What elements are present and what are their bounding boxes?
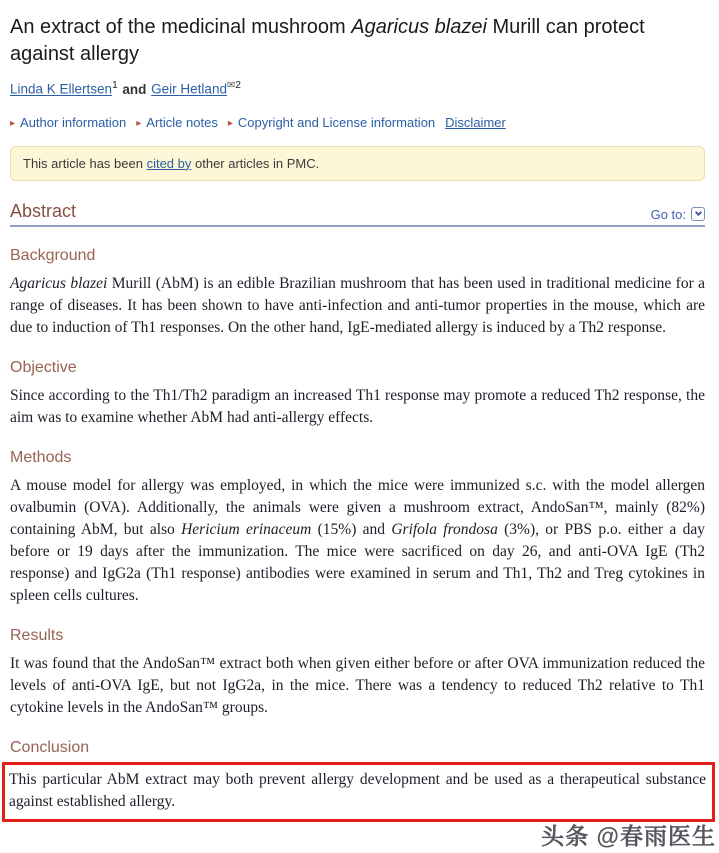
toggle-arrow-icon: ▸ (227, 117, 233, 129)
abstract-heading: Abstract (10, 200, 77, 221)
paragraph-text: A mouse model for allergy was employed, in which the mice were immunized s.c. with the model allergen ovalbumin (OVA). Additionally, the animals were given a mushroom extract, AndoSan™, mainly (82%) containing AbM, but also (10, 476, 705, 538)
paragraph-text: It was found that the AndoSan™ extract both when given either before or after OVA immunization reduced the levels of anti-OVA IgE, but not IgG2a, in the mice. There was a tendency to reduced Th2 relative to Th1 cytokine levels in the AndoSan™ groups. (10, 654, 705, 716)
section-heading-results: Results (10, 626, 64, 644)
section-heading-objective: Objective (10, 358, 77, 376)
title-species-italic: Agaricus blazei (351, 16, 487, 38)
article-link-item (10, 115, 126, 130)
paragraph-text: This particular AbM extract may both prevent allergy development and be used as a therapeutical substance against established allergy. (9, 770, 706, 810)
title-text: An extract of the medicinal mushroom (10, 16, 352, 38)
section-paragraph-background (10, 273, 705, 339)
cited-by-link[interactable]: cited by (146, 155, 192, 171)
envelope-icon: ✉ (226, 80, 236, 91)
author-1-affiliation-sup: 1 (112, 80, 118, 91)
section-paragraph-results (10, 653, 705, 719)
author-link-2[interactable]: Geir Hetland (151, 81, 227, 97)
species-name-italic: Agaricus blazei (10, 274, 108, 292)
abstract-sections (10, 247, 705, 822)
watermark: 头条 @春雨医生 (541, 823, 716, 849)
article-link[interactable]: Author information (20, 114, 127, 130)
author-2-affiliation-sup: 2 (235, 80, 241, 91)
species-name-italic: Hericium erinaceum (181, 520, 312, 538)
section-heading-conclusion: Conclusion (10, 738, 90, 756)
author-2-sup (227, 80, 241, 91)
abstract-header (10, 201, 705, 227)
section-paragraph-conclusion (9, 769, 706, 813)
toggle-arrow-icon: ▸ (136, 117, 142, 129)
author-line (10, 80, 705, 97)
article-links (10, 115, 705, 130)
section-heading-background: Background (10, 246, 96, 264)
species-name-italic: Grifola frondosa (391, 520, 498, 538)
article-link[interactable]: Article notes (146, 114, 218, 130)
paragraph-text: Since according to the Th1/Th2 paradigm an increased Th1 response may promote a reduced Th2 response, the aim was to examine whether AbM had anti-allergy effects. (10, 386, 705, 426)
article-link-item (228, 115, 435, 130)
goto-control[interactable] (651, 207, 705, 222)
toggle-arrow-icon: ▸ (10, 117, 16, 129)
paragraph-text: Murill (AbM) is an edible Brazilian mushroom that has been used in traditional medicine for a range of diseases. It has been shown to have anti-infection and anti-tumor properties in the mouse, which are due to induction of Th1 responses. On the other hand, IgE-mediated allergy is induced by a Th2 response. (10, 274, 705, 336)
disclaimer-link[interactable]: Disclaimer (445, 114, 506, 130)
section-paragraph-methods (10, 475, 705, 607)
section-heading-methods: Methods (10, 448, 72, 466)
title-text-end: Murill can protect against allergy (10, 16, 645, 65)
cited-by-text-post: other articles in PMC. (191, 155, 320, 171)
goto-label: Go to: (650, 206, 686, 222)
article-link-item (136, 115, 218, 130)
cited-by-text-pre: This article has been (23, 155, 147, 171)
section-paragraph-objective (10, 385, 705, 429)
authors-separator: and (122, 81, 147, 97)
paragraph-text: (15%) and (311, 520, 392, 538)
highlight-box (2, 762, 715, 822)
cited-by-box (10, 146, 705, 181)
chevron-down-icon[interactable] (691, 207, 705, 221)
paragraph-text: (3%), or PBS p.o. either a day before or 19 days after the immunization. The mice were sacrificed on day 26, and anti-OVA IgE (Th2 response) and IgG2a (Th1 response) antibodies were examined in serum and Th1, Th2 and Treg cytokines in spleen cells cultures. (10, 520, 705, 604)
author-link-1[interactable]: Linda K Ellertsen (10, 81, 113, 97)
article-link[interactable]: Copyright and License information (237, 114, 436, 130)
article-title (10, 14, 705, 68)
